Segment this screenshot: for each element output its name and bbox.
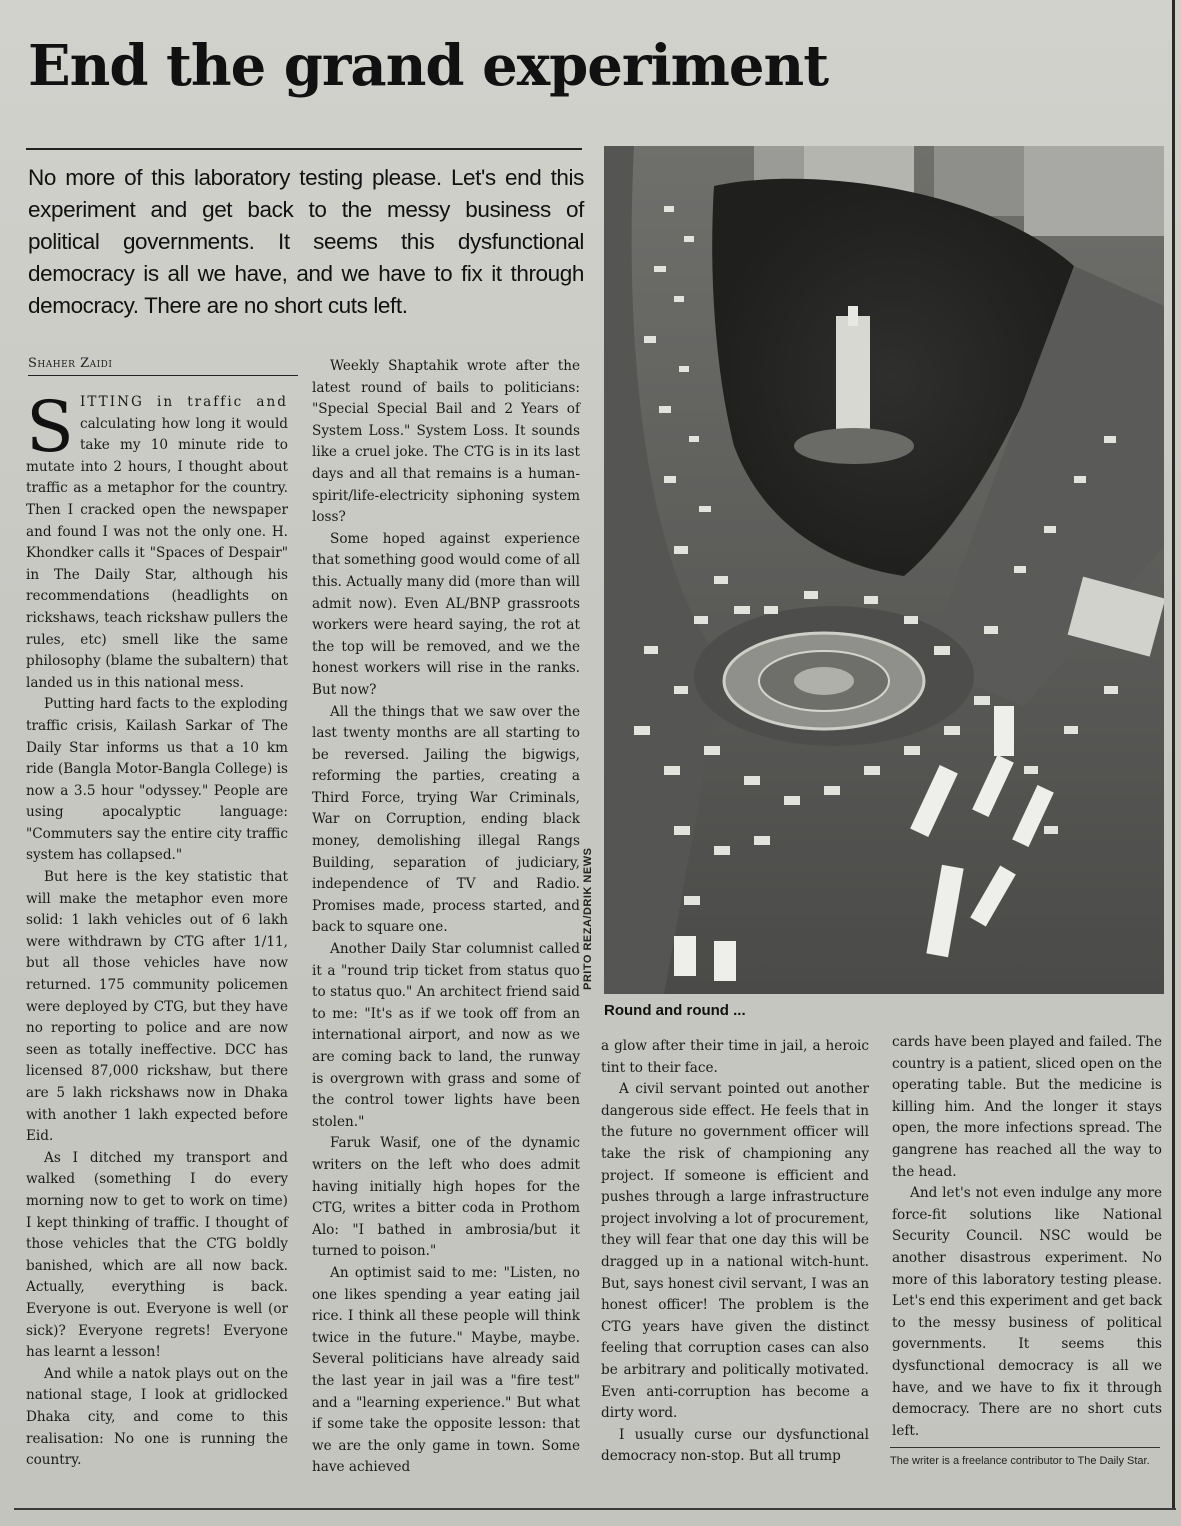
- col1-paragraph-2: Putting hard facts to the exploding traffic crisis, Kailash Sarkar of The Daily Star informs us that a 10 km ride (Bangla Motor-Bangla College) is now a 3.5 hour "odyssey." People are using apocalyptic language: "Commuters say the entire city traffic system has collapsed.": [26, 696, 288, 864]
- col2-paragraph-1: Weekly Shaptahik wrote after the latest round of bails to politicians: "Special Special Bail and 2 Years of System Loss." System Loss. It sounds like a cruel joke. The CTG is in its last days and all that remains is a human-spirit/life-electricity siphoning system loss?: [312, 358, 580, 526]
- col1-p1-rest: calculating how long it would take my 10 minute ride to mutate into 2 hours, I thought about traffic as a metaphor for the country. Then I cracked open the newspaper and found I was not the only one. H. Khondker calls it "Spaces of Despair" in The Daily Star, although his recommendations (headlights on rickshaws, teach rickshaw pullers the rules, etc) smell like the same philosophy (blame the subaltern) that landed us in this national mess.: [26, 415, 288, 691]
- photo-caption: Round and round ...: [604, 1002, 746, 1019]
- col3-paragraph-3: I usually curse our dysfunctional democracy non-stop. But all trump: [601, 1426, 869, 1465]
- lead-in: ITTING in traffic and: [79, 394, 288, 410]
- byline: Shaher Zaidi: [28, 356, 298, 376]
- deck-rule: [26, 148, 582, 150]
- col2-paragraph-6: An optimist said to me: "Listen, no one likes spending a year eating jail rice. I think all these people will think twice in the future." Maybe, maybe. Several politicians have already said the last year in jail was a "fire test" and a "learning experience." But what if some take the opposite lesson: that we are the only game in town. Some have achieved: [312, 1264, 580, 1476]
- traffic-roundabout-photo: [604, 146, 1164, 994]
- col3-paragraph-1: a glow after their time in jail, a heroic tint to their face.: [601, 1038, 869, 1076]
- col2-paragraph-4: Another Daily Star columnist called it a "round trip ticket from status quo to status quo." An architect friend said to me: "It's as if we took off from an international airport, and now as we are coming back to land, the runway is overgrown with grass and some of the control tower lights have been stolen.": [312, 941, 580, 1130]
- footnote-rule: [890, 1447, 1160, 1448]
- col4-paragraph-1: cards have been played and failed. The country is a patient, sliced open on the operating table. But the medicine is killing him. And the longer it stays open, the more infections spread. The gangrene has reached all the way to the head.: [892, 1034, 1162, 1180]
- column-4: [892, 1032, 1162, 1442]
- dropcap: S: [26, 386, 74, 468]
- aerial-traffic-illustration: [604, 146, 1164, 994]
- col1-paragraph-1: [26, 386, 288, 694]
- col1-paragraph-3: But here is the key statistic that will make the metaphor even more solid: 1 lakh vehicles out of 6 lakh were withdrawn by CTG after 1/11, but all those vehicles have now returned. 175 community policemen were deployed by CTG, but they have no reporting to police and are now seen as totally ineffective. DCC has licensed 87,000 rickshaw, but there are 5 lakh rickshaws now in Dhaka with another 1 lakh expected before Eid.: [26, 869, 288, 1145]
- headline: End the grand experiment: [28, 33, 829, 99]
- column-rule-right: [1172, 0, 1175, 1510]
- col3-paragraph-2: A civil servant pointed out another dangerous side effect. He feels that in the future no government officer will take the risk of championing any project. If someone is efficient and pushes through a large infrastructure project involving a lot of procurement, they will fear that one day this will be dragged up in a national witch-hunt. But, says honest civil servant, I was an honest officer! The problem is the CTG years have given the distinct feeling that corruption cases can also be arbitrary and politically motivated. Even anti-corruption has become a dirty word.: [601, 1081, 869, 1422]
- deck: No more of this laboratory testing please. Let's end this experiment and get back to the messy business of political governments. It seems this dysfunctional democracy is all we have, and we have to fix it through democracy. There are no short cuts left.: [28, 165, 584, 318]
- column-3: [601, 1036, 869, 1468]
- page-rule-bottom: [14, 1508, 1176, 1510]
- col4-paragraph-2: And let's not even indulge any more force-fit solutions like National Security Council. NSC would be another disastrous experiment. No more of this laboratory testing please. Let's end this experiment and get back to the messy business of political governments. It seems this dysfunctional democracy is all we have, and we have to fix it through democracy. There are no short cuts left.: [892, 1185, 1162, 1439]
- column-2: [312, 356, 580, 1479]
- author-footnote: The writer is a freelance contributor to The Daily Star.: [890, 1455, 1150, 1467]
- col2-paragraph-2: Some hoped against experience that something good would come of all this. Actually many did (more than will admit now). Even AL/BNP grassroots workers were heard saying, the rot at the top will be removed, and we the honest workers will rise in the ranks. But now?: [312, 530, 580, 698]
- col2-paragraph-5: Faruk Wasif, one of the dynamic writers on the left who does admit having initially high hopes for the CTG, writes a bitter coda in Prothom Alo: "I bathed in ambrosia/but it turned to poison.": [312, 1135, 580, 1260]
- col2-paragraph-3: All the things that we saw over the last twenty months are all starting to be reversed. Jailing the bigwigs, reforming the parties, creating a Third Force, trying War Criminals, War on Corruption, ending black money, demolishing illegal Rangs Building, separation of judiciary, independence of TV and Radio. Promises made, process started, and back to square one.: [312, 703, 580, 936]
- column-1: [26, 386, 288, 1472]
- col1-paragraph-5: And while a natok plays out on the national stage, I look at gridlocked Dhaka city, and come to this realisation: No one is running the country.: [26, 1365, 288, 1469]
- photo-credit: PRITO REZA/DRIK NEWS: [582, 847, 594, 990]
- col1-paragraph-4: As I ditched my transport and walked (something I do every morning now to get to work on time) I kept thinking of traffic. I thought of those vehicles that the CTG boldly banished, which are all now back. Actually, everything is back. Everyone is out. Everyone is well (or sick)? Everyone regrets! Everyone has learnt a lesson!: [26, 1149, 288, 1361]
